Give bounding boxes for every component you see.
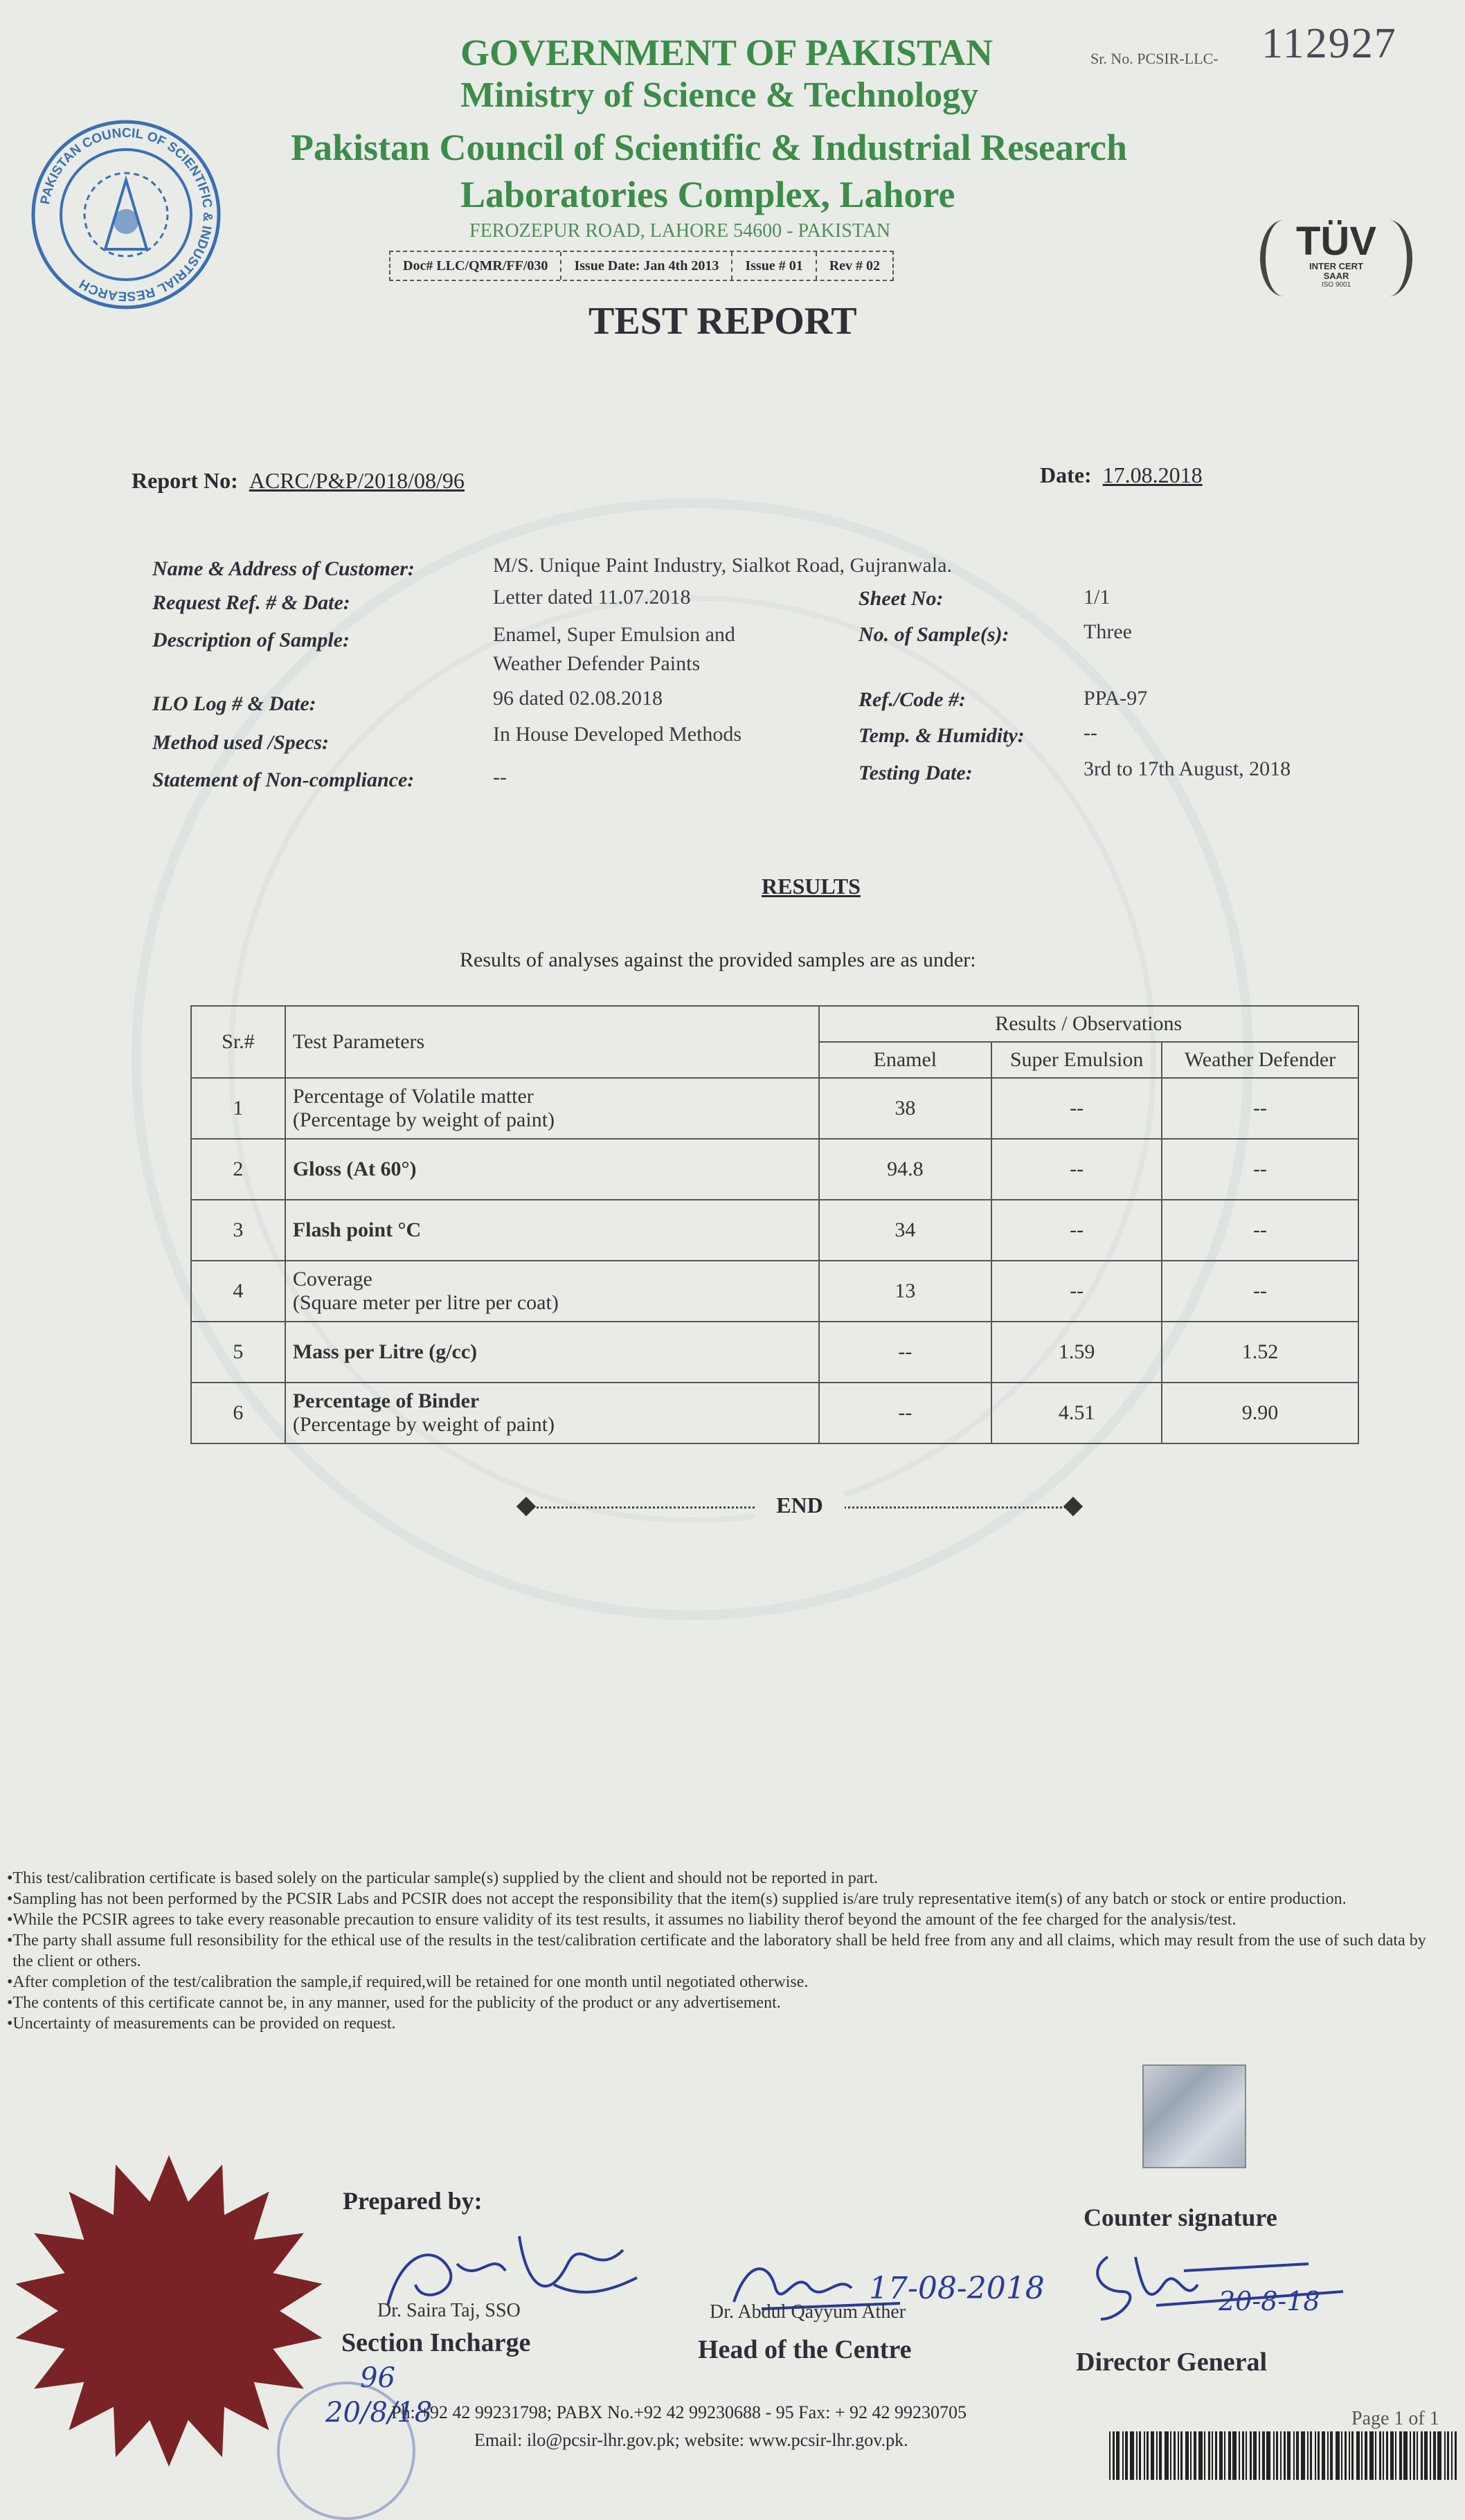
- serial-label: Sr. No. PCSIR-LLC-: [1090, 50, 1219, 67]
- barcode-bar: [1379, 2431, 1381, 2480]
- temp-label: Temp. & Humidity:: [859, 724, 1025, 747]
- issue-number: Issue # 01: [732, 252, 816, 280]
- customer-label: Name & Address of Customer:: [152, 557, 415, 580]
- barcode-bar: [1246, 2431, 1247, 2480]
- parameter-subtext: (Percentage by weight of paint): [292, 1413, 555, 1436]
- barcode-bar: [1390, 2431, 1394, 2480]
- barcode-bar: [1361, 2431, 1363, 2480]
- report-date-row: [1040, 462, 1203, 488]
- parameter-name: Gloss (At 60°): [292, 1158, 417, 1180]
- svg-text:PAKISTAN COUNCIL OF SCIENTIFIC: PAKISTAN COUNCIL OF SCIENTIFIC & INDUSTRIAL RESEARCH: [37, 125, 215, 304]
- issue-date: Issue Date: Jan 4th 2013: [561, 252, 732, 280]
- barcode-bar: [1170, 2431, 1171, 2480]
- tuv-sub-intercert: INTER CERT: [1309, 261, 1363, 271]
- end-marker: [519, 1493, 1080, 1527]
- margin-note-date: 20/8/18: [325, 2397, 433, 2429]
- head-name: Dr. Abdul Qayyum Ather: [710, 2301, 906, 2323]
- disclaimer-notes: [7, 1868, 1447, 2034]
- note-row: [7, 1992, 1447, 2013]
- barcode-bar: [1421, 2431, 1423, 2480]
- description-value-2: Weather Defender Paints: [493, 652, 701, 675]
- note-row: [7, 1972, 1447, 1992]
- barcode-bar: [1239, 2431, 1240, 2480]
- request-label: Request Ref. # & Date:: [152, 591, 350, 614]
- note-item: Uncertainty of measurements can be provided on request.: [12, 2015, 396, 2033]
- pcsir-seal-icon: [29, 118, 223, 312]
- row-sr: 3: [191, 1200, 285, 1261]
- results-table: [190, 1005, 1359, 1444]
- barcode-bar: [1433, 2431, 1436, 2480]
- note-item: The contents of this certificate cannot be, in any manner, used for the publicity of the product or any advertisement.: [12, 1994, 781, 2012]
- row-weather-defender-value: --: [1162, 1261, 1358, 1322]
- ilo-label: ILO Log # & Date:: [152, 692, 316, 715]
- note-row: [7, 1868, 1447, 1889]
- table-row: [191, 1078, 1358, 1139]
- parameter-subtext: (Percentage by weight of paint): [292, 1108, 555, 1131]
- barcode-bar: [1212, 2431, 1213, 2480]
- director-sign-date: 20-8-18: [1219, 2286, 1320, 2316]
- barcode-bar: [1349, 2431, 1350, 2480]
- note-row: [7, 1930, 1447, 1972]
- barcode-bar: [1287, 2431, 1291, 2480]
- col-header-super-emulsion: Super Emulsion: [991, 1042, 1162, 1078]
- bullet-icon: •: [7, 1932, 13, 1950]
- barcode-bar: [1417, 2431, 1418, 2480]
- barcode-bar: [1451, 2431, 1453, 2480]
- row-parameter: [285, 1261, 819, 1322]
- barcode-bar: [1144, 2431, 1145, 2480]
- barcode-bar: [1280, 2431, 1282, 2480]
- barcode-bar: [1228, 2431, 1231, 2480]
- bullet-icon: •: [7, 1911, 13, 1929]
- row-super-emulsion-value: 4.51: [991, 1383, 1162, 1443]
- barcode-bar: [1116, 2431, 1120, 2480]
- barcode-bar: [1455, 2431, 1457, 2480]
- barcode-bar: [1336, 2431, 1340, 2480]
- row-enamel-value: --: [819, 1383, 992, 1443]
- parameter-subtext: (Square meter per litre per coat): [292, 1291, 559, 1314]
- barcode-bar: [1130, 2431, 1134, 2480]
- barcode-bar: [1424, 2431, 1428, 2480]
- barcode-bar: [1307, 2431, 1309, 2480]
- barcode-bar: [1399, 2431, 1402, 2480]
- table-row: [191, 1261, 1358, 1322]
- col-header-sr: Sr.#: [191, 1006, 285, 1078]
- report-date-label: Date:: [1040, 462, 1092, 487]
- barcode-bar: [1174, 2431, 1176, 2480]
- note-item: The party shall assume full resonsibility for the ethical use of the results in the test/calibration certificate and the laboratory shall be held free from any and all claims, which may result from the use of such data by the client or others.: [12, 1932, 1426, 1970]
- footer-email: Email: ilo@pcsir-lhr.gov.pk; website: www.pcsir-lhr.gov.pk.: [474, 2430, 908, 2450]
- row-super-emulsion-value: --: [991, 1139, 1162, 1200]
- row-enamel-value: 13: [819, 1261, 992, 1322]
- header-council: Pakistan Council of Scientific & Industrial Research: [291, 127, 1128, 168]
- barcode-bar: [1395, 2431, 1396, 2480]
- barcode-bar: [1296, 2431, 1299, 2480]
- samples-value: Three: [1084, 620, 1132, 643]
- row-enamel-value: 38: [819, 1078, 992, 1139]
- barcode-bar: [1122, 2431, 1124, 2480]
- report-title: TEST REPORT: [588, 300, 857, 343]
- barcode-bar: [1232, 2431, 1237, 2480]
- barcode-bar: [1356, 2431, 1360, 2480]
- row-super-emulsion-value: --: [991, 1078, 1162, 1139]
- barcode-bar: [1266, 2431, 1270, 2480]
- barcode-bar: [1156, 2431, 1158, 2480]
- barcode-bar: [1165, 2431, 1169, 2480]
- header-ministry: Ministry of Science & Technology: [460, 75, 979, 115]
- row-super-emulsion-value: --: [991, 1200, 1162, 1261]
- tuv-sub-saar: SAAR: [1323, 271, 1349, 281]
- barcode-bar: [1315, 2431, 1316, 2480]
- samples-label: No. of Sample(s):: [859, 623, 1009, 646]
- barcode-bar: [1250, 2431, 1252, 2480]
- barcode-bar: [1253, 2431, 1257, 2480]
- barcode-bar: [1215, 2431, 1217, 2480]
- note-row: [7, 1889, 1447, 1909]
- barcode-bar: [1113, 2431, 1115, 2480]
- barcode-bar: [1204, 2431, 1205, 2480]
- parameter-name: Mass per Litre (g/cc): [292, 1340, 478, 1363]
- barcode-bar: [1437, 2431, 1441, 2480]
- row-sr: 4: [191, 1261, 285, 1322]
- table-row: [191, 1383, 1358, 1443]
- hologram-sticker: [1142, 2064, 1246, 2168]
- red-seal-stamp-icon: [10, 2152, 328, 2470]
- margin-note-log: 96: [360, 2362, 395, 2394]
- barcode-bar: [1194, 2431, 1196, 2480]
- prepared-by-name: Dr. Saira Taj, SSO: [377, 2300, 521, 2321]
- barcode-bar: [1375, 2431, 1376, 2480]
- row-weather-defender-value: --: [1162, 1200, 1358, 1261]
- barcode-bar: [1341, 2431, 1342, 2480]
- bullet-icon: •: [7, 1973, 13, 1991]
- table-row: [191, 1139, 1358, 1200]
- description-label: Description of Sample:: [152, 629, 350, 651]
- barcode-bar: [1318, 2431, 1320, 2480]
- barcode-bar: [1198, 2431, 1203, 2480]
- barcode-bar: [1262, 2431, 1265, 2480]
- barcode-bar: [1410, 2431, 1411, 2480]
- barcode-bar: [1151, 2431, 1154, 2480]
- barcode-bar: [1430, 2431, 1431, 2480]
- barcode-bar: [1219, 2431, 1223, 2480]
- barcode-icon: [1109, 2431, 1462, 2498]
- barcode-bar: [1273, 2431, 1275, 2480]
- report-number-label: Report No:: [132, 468, 238, 493]
- row-enamel-value: 94.8: [819, 1139, 992, 1200]
- row-super-emulsion-value: --: [991, 1261, 1162, 1322]
- parameter-name: Percentage of Volatile matter: [292, 1085, 534, 1108]
- note-item: This test/calibration certificate is based solely on the particular sample(s) supplied by the client and should not be reported in part.: [12, 1869, 879, 1887]
- document-control-bar: [389, 251, 894, 281]
- barcode-bar: [1386, 2431, 1388, 2480]
- footer-phone: Ph: +92 42 99231798; PABX No.+92 42 99230688 - 95 Fax: + 92 42 99230705: [391, 2402, 967, 2422]
- barcode-bar: [1284, 2431, 1286, 2480]
- barcode-bar: [1444, 2431, 1446, 2480]
- row-weather-defender-value: 1.52: [1162, 1322, 1358, 1383]
- results-heading: RESULTS: [762, 874, 861, 899]
- note-item: After completion of the test/calibration the sample,if required,will be retained for one month until negotiated otherwise.: [12, 1973, 809, 1991]
- barcode-bar: [1109, 2431, 1111, 2480]
- revision-number: Rev # 02: [829, 258, 881, 273]
- row-enamel-value: --: [819, 1322, 992, 1383]
- row-parameter: [285, 1322, 819, 1383]
- temp-value: --: [1084, 721, 1097, 744]
- method-label: Method used /Specs:: [152, 731, 329, 754]
- barcode-bar: [1276, 2431, 1278, 2480]
- header-lab-complex: Laboratories Complex, Lahore: [460, 174, 955, 215]
- barcode-bar: [1190, 2431, 1192, 2480]
- barcode-bar: [1180, 2431, 1183, 2480]
- request-value: Letter dated 11.07.2018: [493, 586, 691, 609]
- barcode-bar: [1383, 2431, 1384, 2480]
- note-row: [7, 2013, 1447, 2034]
- table-row: [191, 1200, 1358, 1261]
- row-parameter: [285, 1200, 819, 1261]
- report-number-row: [132, 468, 465, 494]
- bullet-icon: •: [7, 1890, 13, 1908]
- barcode-bar: [1293, 2431, 1295, 2480]
- bullet-icon: •: [7, 1994, 13, 2012]
- col-header-parameters: Test Parameters: [285, 1006, 819, 1078]
- end-text: END: [755, 1493, 845, 1518]
- row-parameter: [285, 1383, 819, 1443]
- row-sr: 5: [191, 1322, 285, 1383]
- barcode-bar: [1224, 2431, 1225, 2480]
- barcode-bar: [1322, 2431, 1325, 2480]
- barcode-bar: [1242, 2431, 1244, 2480]
- head-title: Head of the Centre: [698, 2335, 912, 2364]
- sheet-value: 1/1: [1084, 586, 1111, 609]
- header-address: FEROZEPUR ROAD, LAHORE 54600 - PAKISTAN: [469, 220, 891, 242]
- report-number: ACRC/P&P/2018/08/96: [249, 468, 465, 493]
- parameter-name: Coverage: [292, 1268, 372, 1290]
- director-title: Director General: [1076, 2348, 1268, 2377]
- barcode-bar: [1351, 2431, 1354, 2480]
- head-sign-date: 17-08-2018: [869, 2271, 1045, 2306]
- row-parameter: [285, 1139, 819, 1200]
- description-value-1: Enamel, Super Emulsion and: [493, 623, 735, 646]
- ilo-value: 96 dated 02.08.2018: [493, 687, 663, 710]
- barcode-bar: [1178, 2431, 1179, 2480]
- ref-label: Ref./Code #:: [859, 688, 966, 711]
- row-enamel-value: 34: [819, 1200, 992, 1261]
- ref-value: PPA-97: [1084, 687, 1148, 710]
- parameter-name: Percentage of Binder: [292, 1389, 480, 1412]
- barcode-bar: [1345, 2431, 1347, 2480]
- results-intro: Results of analyses against the provided samples are as under:: [460, 948, 976, 971]
- serial-number: 112927: [1261, 20, 1397, 67]
- noncompliance-value: --: [493, 766, 507, 789]
- note-item: While the PCSIR agrees to take every reasonable precaution to ensure validity of its test results, it assumes no liability therof beyond the amount of the fee charged for the analysis/test.: [12, 1911, 1237, 1929]
- barcode-bar: [1136, 2431, 1138, 2480]
- barcode-bar: [1208, 2431, 1210, 2480]
- barcode-bar: [1369, 2431, 1374, 2480]
- note-row: [7, 1909, 1447, 1930]
- page-number: Page 1 of 1: [1351, 2408, 1439, 2429]
- tuv-sub-iso: ISO 9001: [1321, 281, 1351, 289]
- testing-value: 3rd to 17th August, 2018: [1084, 757, 1291, 780]
- barcode-bar: [1413, 2431, 1415, 2480]
- bullet-icon: •: [7, 2015, 13, 2033]
- tuv-logo-icon: [1260, 220, 1412, 310]
- row-sr: 2: [191, 1139, 285, 1200]
- row-weather-defender-value: --: [1162, 1139, 1358, 1200]
- barcode-bar: [1330, 2431, 1333, 2480]
- row-super-emulsion-value: 1.59: [991, 1322, 1162, 1383]
- row-parameter: [285, 1078, 819, 1139]
- barcode-bar: [1139, 2431, 1141, 2480]
- method-value: In House Developed Methods: [493, 723, 742, 746]
- testing-label: Testing Date:: [859, 762, 973, 784]
- barcode-bar: [1147, 2431, 1149, 2480]
- doc-number: Doc# LLC/QMR/FF/030: [390, 252, 561, 280]
- counter-signature-label: Counter signature: [1084, 2204, 1277, 2231]
- prepared-by-title: Section Incharge: [341, 2328, 531, 2357]
- barcode-bar: [1259, 2431, 1260, 2480]
- tuv-text: TÜV: [1296, 219, 1376, 264]
- col-header-results-group: Results / Observations: [819, 1006, 1359, 1042]
- bullet-icon: •: [7, 1869, 13, 1887]
- report-date: 17.08.2018: [1102, 462, 1203, 487]
- col-header-weather-defender: Weather Defender: [1162, 1042, 1358, 1078]
- barcode-bar: [1327, 2431, 1329, 2480]
- barcode-bar: [1301, 2431, 1305, 2480]
- col-header-enamel: Enamel: [819, 1042, 992, 1078]
- barcode-bar: [1365, 2431, 1367, 2480]
- barcode-bar: [1159, 2431, 1162, 2480]
- prepared-by-label: Prepared by:: [343, 2187, 483, 2215]
- row-sr: 1: [191, 1078, 285, 1139]
- barcode-bar: [1310, 2431, 1312, 2480]
- noncompliance-label: Statement of Non-compliance:: [152, 768, 415, 791]
- row-weather-defender-value: 9.90: [1162, 1383, 1358, 1443]
- row-weather-defender-value: --: [1162, 1078, 1358, 1139]
- customer-value: M/S. Unique Paint Industry, Sialkot Road, Gujranwala.: [493, 554, 952, 577]
- header-government: GOVERNMENT OF PAKISTAN: [460, 32, 994, 73]
- barcode-bar: [1447, 2431, 1449, 2480]
- table-row: [191, 1322, 1358, 1383]
- note-item: Sampling has not been performed by the PCSIR Labs and PCSIR does not accept the responsibility that the item(s) supplied is/are truly representative item(s) of any batch or stock or entire production.: [12, 1890, 1347, 1908]
- barcode-bar: [1185, 2431, 1189, 2480]
- sheet-label: Sheet No:: [859, 587, 944, 610]
- barcode-bar: [1125, 2431, 1128, 2480]
- parameter-name: Flash point °C: [292, 1218, 422, 1241]
- barcode-bar: [1403, 2431, 1408, 2480]
- row-sr: 6: [191, 1383, 285, 1443]
